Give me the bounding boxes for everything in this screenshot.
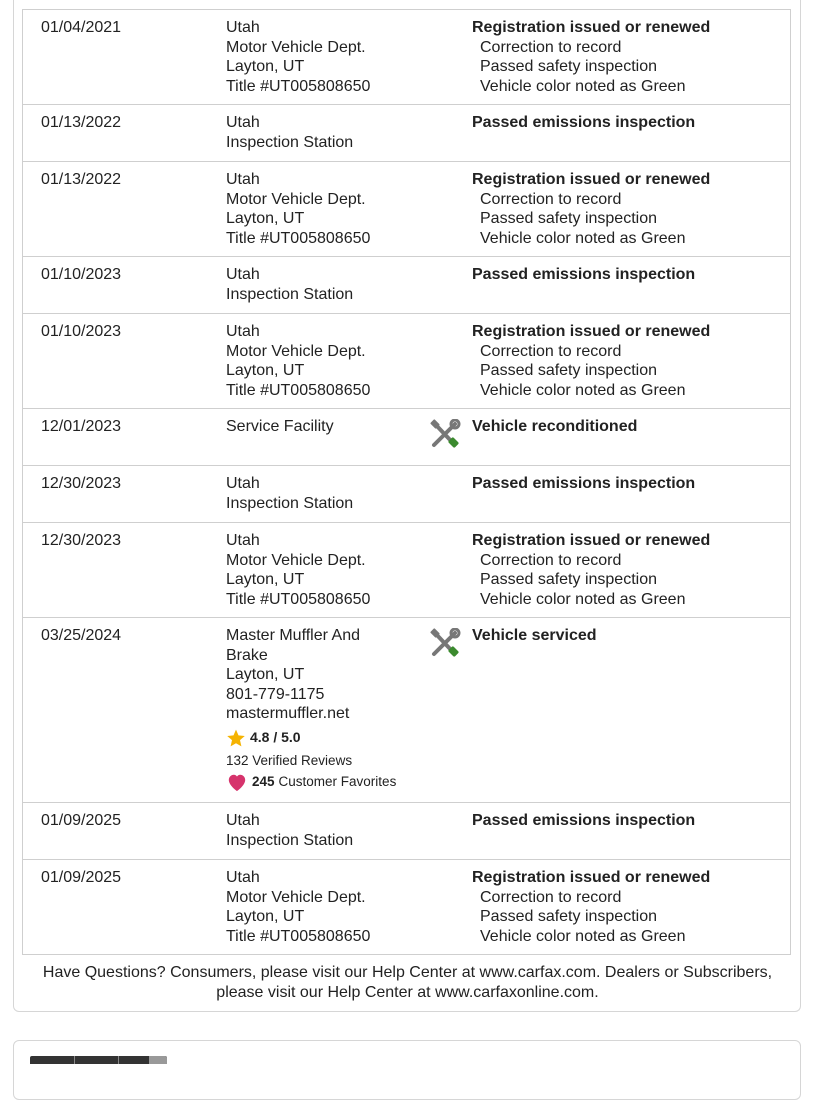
record-source	[226, 626, 426, 792]
record-comments	[472, 417, 782, 437]
customer-favorites	[226, 772, 426, 792]
comment-headline: Registration issued or renewed	[472, 171, 711, 188]
source-line: Title #UT005808650	[226, 590, 371, 608]
verified-reviews[interactable]: 132 Verified Reviews	[226, 752, 353, 768]
source-line: Layton, UT	[226, 210, 305, 227]
source-line: Utah	[226, 475, 260, 492]
comment-detail: Vehicle color noted as Green	[480, 590, 686, 608]
record-comments	[472, 474, 782, 494]
comment-detail: Vehicle color noted as Green	[480, 77, 686, 95]
source-line: Utah	[226, 171, 260, 188]
help-footer: Have Questions? Consumers, please visit our Help Center at www.carfax.com. Dealers or Subscribers, please visit our Help Center at www.carfaxonline.com.	[42, 964, 773, 1001]
comment-detail: Passed safety inspection	[480, 908, 657, 925]
record-source	[226, 322, 426, 400]
comment-detail: Correction to record	[480, 38, 622, 56]
source-line: Utah	[226, 323, 260, 340]
source-line: Layton, UT	[226, 58, 305, 75]
source-line: Utah	[226, 869, 260, 886]
record-date: 12/30/2023	[41, 532, 122, 549]
favorites-label: Customer Favorites	[278, 774, 397, 790]
comment-detail: Passed safety inspection	[480, 571, 657, 588]
record-date: 12/01/2023	[41, 418, 122, 435]
source-line: Utah	[226, 266, 260, 283]
record-source	[226, 113, 426, 152]
record-source	[226, 170, 426, 248]
record-date: 01/13/2022	[41, 171, 122, 188]
tab-strip	[30, 1056, 167, 1064]
comment-headline: Vehicle reconditioned	[472, 418, 638, 435]
table-row	[23, 162, 790, 257]
table-row	[23, 409, 790, 466]
source-line: Inspection Station	[226, 285, 354, 303]
comment-detail: Passed safety inspection	[480, 362, 657, 379]
star-icon	[226, 728, 250, 748]
table-row	[23, 803, 790, 860]
table-row	[23, 105, 790, 162]
comment-headline: Registration issued or renewed	[472, 323, 711, 340]
source-line: 801-779-1175	[226, 685, 325, 703]
comment-detail: Correction to record	[480, 190, 622, 208]
source-line: Motor Vehicle Dept.	[226, 38, 366, 56]
record-date: 01/13/2022	[41, 114, 122, 131]
source-line[interactable]: mastermuffler.net	[226, 705, 350, 722]
record-source	[226, 868, 426, 946]
record-date: 03/25/2024	[41, 627, 122, 644]
rating-value: 4.8 / 5.0	[250, 728, 301, 745]
source-line: Layton, UT	[226, 666, 305, 683]
table-row	[23, 257, 790, 314]
comment-headline: Passed emissions inspection	[472, 475, 696, 492]
source-line: Utah	[226, 532, 260, 549]
record-source	[226, 811, 426, 850]
history-table	[22, 9, 791, 955]
table-row	[23, 618, 790, 803]
record-comments	[472, 322, 782, 400]
source-line: Inspection Station	[226, 831, 354, 849]
record-date: 01/09/2025	[41, 869, 122, 886]
source-line: Title #UT005808650	[226, 927, 371, 945]
source-line: Title #UT005808650	[226, 77, 371, 95]
table-row	[23, 466, 790, 523]
wrench-icon	[429, 419, 461, 449]
record-comments	[472, 531, 782, 609]
record-date: 12/30/2023	[41, 475, 122, 492]
comment-detail: Vehicle color noted as Green	[480, 381, 686, 399]
record-date: 01/04/2021	[41, 19, 122, 36]
record-date: 01/10/2023	[41, 323, 122, 340]
source-line: Layton, UT	[226, 908, 305, 925]
record-comments	[472, 170, 782, 248]
comment-detail: Vehicle color noted as Green	[480, 229, 686, 247]
source-line: Motor Vehicle Dept.	[226, 190, 366, 208]
source-line: Inspection Station	[226, 494, 354, 512]
record-comments	[472, 811, 782, 831]
comment-detail: Correction to record	[480, 342, 622, 360]
comment-headline: Vehicle serviced	[472, 627, 597, 644]
record-date: 01/10/2023	[41, 266, 122, 283]
table-row	[23, 314, 790, 409]
comment-detail: Correction to record	[480, 551, 622, 569]
record-comments	[472, 113, 782, 133]
source-line: Title #UT005808650	[226, 229, 371, 247]
comment-headline: Passed emissions inspection	[472, 266, 696, 283]
record-source	[226, 474, 426, 513]
record-source	[226, 265, 426, 304]
comment-detail: Correction to record	[480, 888, 622, 906]
source-line: Utah	[226, 812, 260, 829]
source-line: Utah	[226, 19, 260, 36]
comment-detail: Vehicle color noted as Green	[480, 927, 686, 945]
source-line: Motor Vehicle Dept.	[226, 342, 366, 360]
comment-headline: Registration issued or renewed	[472, 869, 711, 886]
record-comments	[472, 18, 782, 96]
table-row	[23, 523, 790, 618]
heart-icon	[226, 772, 252, 792]
record-source	[226, 531, 426, 609]
record-source	[226, 417, 426, 437]
source-line: Motor Vehicle Dept.	[226, 888, 366, 906]
source-line: Title #UT005808650	[226, 381, 371, 399]
comment-detail: Passed safety inspection	[480, 210, 657, 227]
table-row	[23, 860, 790, 955]
record-date: 01/09/2025	[41, 812, 122, 829]
source-line: Service Facility	[226, 418, 334, 435]
wrench-icon	[429, 628, 461, 658]
next-card	[13, 1040, 801, 1100]
comment-detail: Passed safety inspection	[480, 58, 657, 75]
source-line: Layton, UT	[226, 571, 305, 588]
record-comments	[472, 626, 782, 646]
comment-headline: Passed emissions inspection	[472, 114, 696, 131]
source-line: Inspection Station	[226, 133, 354, 151]
rating	[226, 728, 426, 748]
source-line: Motor Vehicle Dept.	[226, 551, 366, 569]
record-source	[226, 18, 426, 96]
record-comments	[472, 265, 782, 285]
source-line: Master Muffler And Brake	[226, 627, 360, 664]
source-line: Layton, UT	[226, 362, 305, 379]
record-comments	[472, 868, 782, 946]
favorites-count: 245	[252, 774, 275, 790]
table-row	[23, 10, 790, 105]
comment-headline: Passed emissions inspection	[472, 812, 696, 829]
comment-headline: Registration issued or renewed	[472, 19, 711, 36]
comment-headline: Registration issued or renewed	[472, 532, 711, 549]
source-line: Utah	[226, 114, 260, 131]
